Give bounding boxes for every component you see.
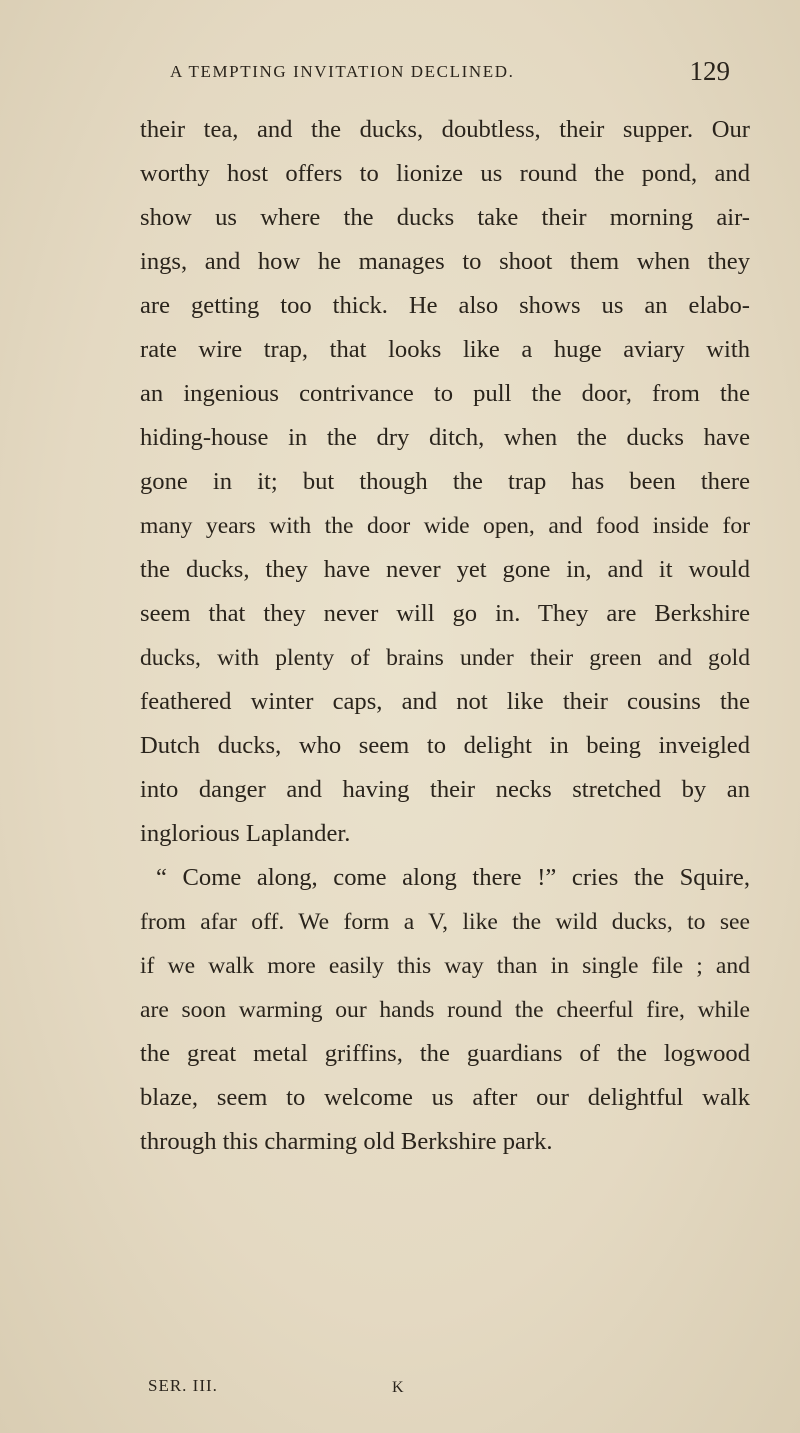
text-line: inglorious Laplander. xyxy=(140,820,351,847)
text-line: rate wire trap, that looks like a huge aviary with xyxy=(140,336,750,363)
text-line: from afar off. We form a V, like the wild ducks, to see xyxy=(140,909,750,935)
text-line: blaze, seem to welcome us after our delightful walk xyxy=(140,1084,750,1111)
text-line: the great metal griffins, the guardians of the logwood xyxy=(140,1040,750,1067)
text-line: worthy host offers to lionize us round the pond, and xyxy=(140,160,750,187)
running-title: A TEMPTING INVITATION DECLINED. xyxy=(170,62,515,81)
text-line: seem that they never will go in. They are Berkshire xyxy=(140,600,750,627)
text-line: ings, and how he manages to shoot them when they xyxy=(140,248,750,275)
text-line: gone in it; but though the trap has been there xyxy=(140,468,750,495)
page-number: 129 xyxy=(689,56,730,86)
text-line: show us where the ducks take their morning air- xyxy=(140,204,750,231)
text-line: ducks, with plenty of brains under their green and gold xyxy=(140,645,750,671)
text-line: many years with the door wide open, and food inside for xyxy=(140,513,750,539)
text-line: “ Come along, come along there !” cries the Squire, xyxy=(156,864,750,891)
text-line: their tea, and the ducks, doubtless, their supper. Our xyxy=(140,116,750,143)
signature-mark: SER. III. xyxy=(148,1376,218,1395)
text-line: the ducks, they have never yet gone in, and it would xyxy=(140,556,750,583)
text-line: through this charming old Berkshire park. xyxy=(140,1128,553,1155)
text-line: are soon warming our hands round the cheerful fire, while xyxy=(140,997,750,1023)
text-line: if we walk more easily this way than in single file ; and xyxy=(140,953,750,979)
text-line: hiding-house in the dry ditch, when the ducks have xyxy=(140,424,750,451)
text-line: Dutch ducks, who seem to delight in being inveigled xyxy=(140,732,750,759)
running-head xyxy=(170,58,730,88)
body-text xyxy=(140,108,750,1164)
signature-letter: K xyxy=(392,1379,404,1396)
text-line: feathered winter caps, and not like their cousins the xyxy=(140,688,750,715)
text-line: an ingenious contrivance to pull the door, from the xyxy=(140,380,750,407)
text-line: are getting too thick. He also shows us an elabo- xyxy=(140,292,750,319)
text-line: into danger and having their necks stretched by an xyxy=(140,776,750,803)
